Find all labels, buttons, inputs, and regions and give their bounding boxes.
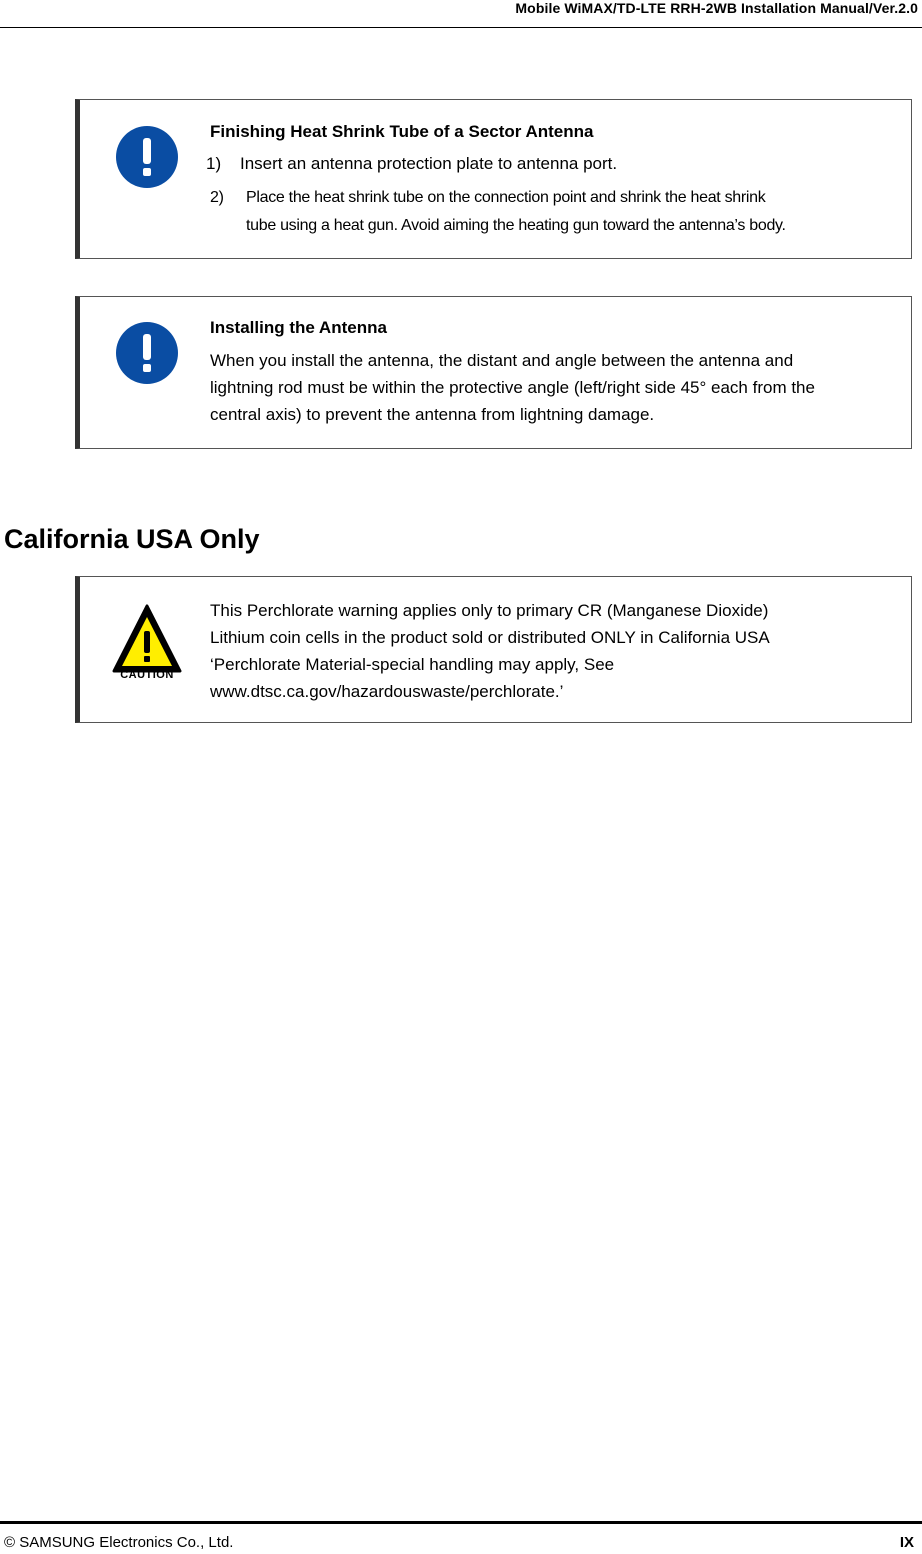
note-line: central axis) to prevent the antenna from lightning damage. bbox=[210, 405, 655, 424]
caution-line: www.dtsc.ca.gov/hazardouswaste/perchlorate.’ bbox=[210, 682, 564, 701]
header-title: Mobile WiMAX/TD-LTE RRH-2WB Installation Manual/Ver.2.0 bbox=[515, 0, 918, 16]
list-text: Insert an antenna protection plate to antenna port. bbox=[240, 154, 618, 173]
page-number: IX bbox=[899, 1534, 914, 1551]
note-body bbox=[210, 347, 887, 428]
note-title: Finishing Heat Shrink Tube of a Sector Antenna bbox=[210, 122, 594, 141]
note-line: lightning rod must be within the protective angle (left/right side 45° each from the bbox=[210, 378, 815, 397]
caution-line: Lithium coin cells in the product sold or distributed ONLY in California USA bbox=[210, 628, 770, 647]
note-title: Installing the Antenna bbox=[210, 318, 387, 337]
note-box-installing-antenna bbox=[75, 296, 912, 449]
caution-box bbox=[75, 576, 912, 723]
note-line: When you install the antenna, the distant and angle between the antenna and bbox=[210, 351, 794, 370]
page-footer bbox=[0, 1521, 922, 1554]
footer-copyright: © SAMSUNG Electronics Co., Ltd. bbox=[4, 1534, 234, 1551]
caution-icon-label: CAUTION bbox=[120, 669, 174, 681]
list-item bbox=[206, 154, 617, 174]
list-number: 1) bbox=[206, 154, 222, 173]
exclamation-icon bbox=[116, 126, 178, 188]
caution-body bbox=[210, 597, 887, 705]
note-box-heat-shrink bbox=[75, 99, 912, 259]
list-item bbox=[210, 184, 786, 240]
caution-line: ‘Perchlorate Material-special handling may apply, See bbox=[210, 655, 615, 674]
caution-icon bbox=[112, 603, 182, 683]
list-text: Place the heat shrink tube on the connection point and shrink the heat shrink bbox=[246, 189, 766, 206]
caution-line: This Perchlorate warning applies only to primary CR (Manganese Dioxide) bbox=[210, 601, 769, 620]
page-header bbox=[0, 0, 922, 28]
list-text-continued: tube using a heat gun. Avoid aiming the heating gun toward the antenna’s body. bbox=[246, 217, 786, 234]
section-heading: California USA Only bbox=[4, 524, 260, 554]
list-number: 2) bbox=[210, 189, 224, 206]
exclamation-icon bbox=[116, 322, 178, 384]
